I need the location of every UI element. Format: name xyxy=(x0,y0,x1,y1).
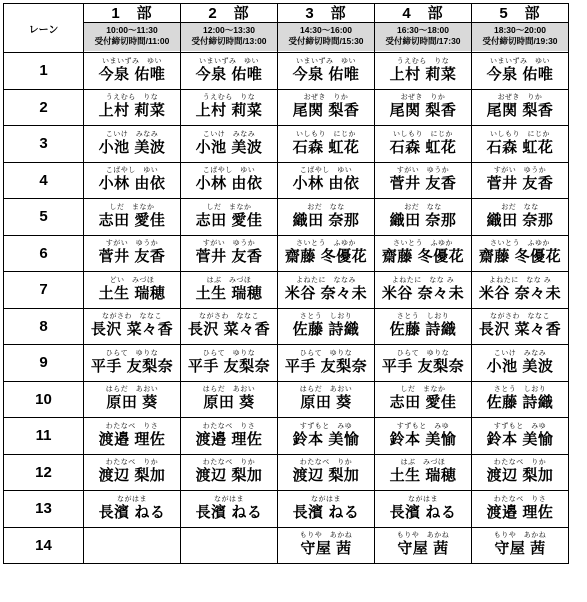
member-name: 齋藤 冬優花 xyxy=(284,248,368,266)
member-name: 原田 葵 xyxy=(106,394,158,412)
member-name: 上村 莉菜 xyxy=(98,102,166,120)
part-header xyxy=(278,4,375,53)
member-ruby: うえむら りな xyxy=(105,94,159,102)
table-row xyxy=(4,126,569,163)
member-name: 渡辺 梨加 xyxy=(195,467,263,485)
member-ruby: よねたに なな み xyxy=(488,276,552,284)
member-ruby: ひらて ゆりな xyxy=(202,349,256,357)
member-name: 今泉 佑唯 xyxy=(98,65,166,83)
member-ruby: よねたに ななみ xyxy=(296,276,356,284)
member-name: 石森 虹花 xyxy=(389,138,457,156)
member-ruby: すずもと みゆ xyxy=(493,422,547,430)
member-ruby: おだ なな xyxy=(307,203,345,211)
member-name: 小池 美波 xyxy=(195,138,263,156)
part-header xyxy=(375,4,472,53)
member-ruby: すがい ゆうか xyxy=(105,240,159,248)
member-cell xyxy=(472,126,569,163)
member-name: 米谷 奈々未 xyxy=(284,284,368,302)
member-ruby: さとう しおり xyxy=(493,386,547,394)
member-cell xyxy=(278,418,375,455)
member-ruby: はらだ あおい xyxy=(299,386,353,394)
member-name: 佐藤 詩織 xyxy=(292,321,360,339)
member-cell xyxy=(472,345,569,382)
member-cell xyxy=(84,272,181,309)
member-name: 長濱 ねる xyxy=(98,503,166,521)
table-row xyxy=(4,235,569,272)
member-cell xyxy=(472,454,569,491)
member-ruby: もりや あかね xyxy=(493,532,547,540)
member-ruby: わたなべ りか xyxy=(493,459,547,467)
member-ruby: いしもり にじか xyxy=(490,130,550,138)
member-cell xyxy=(472,491,569,528)
member-ruby: わたなべ りか xyxy=(105,459,159,467)
part-deadline: 受付締切時間/19:30 xyxy=(482,36,558,46)
member-ruby: ひらて ゆりな xyxy=(396,349,450,357)
member-ruby: さいとう ふゆか xyxy=(490,240,550,248)
member-cell xyxy=(278,126,375,163)
table-row xyxy=(4,527,569,564)
member-cell xyxy=(84,345,181,382)
part-name: 2 部 xyxy=(181,5,277,23)
member-cell xyxy=(375,491,472,528)
table-row xyxy=(4,162,569,199)
member-cell xyxy=(181,454,278,491)
member-name: 長沢 菜々香 xyxy=(187,321,271,339)
part-header xyxy=(181,4,278,53)
member-cell xyxy=(84,235,181,272)
member-name: 佐藤 詩織 xyxy=(389,321,457,339)
member-name: 平手 友梨奈 xyxy=(284,357,368,375)
member-name: 小池 美波 xyxy=(98,138,166,156)
table-row xyxy=(4,53,569,90)
member-ruby: こいけ みなみ xyxy=(202,130,256,138)
member-cell xyxy=(278,89,375,126)
member-name: 今泉 佑唯 xyxy=(195,65,263,83)
member-name: 今泉 佑唯 xyxy=(292,65,360,83)
member-ruby: いまいずみ ゆい xyxy=(102,57,162,65)
member-name: 鈴本 美愉 xyxy=(292,430,360,448)
member-name: 土生 瑞穂 xyxy=(195,284,263,302)
member-ruby: うえむら りな xyxy=(396,57,450,65)
member-name: 織田 奈那 xyxy=(486,211,554,229)
lane-number: 11 xyxy=(4,418,84,455)
member-ruby: さいとう ふゆか xyxy=(296,240,356,248)
member-ruby: すずもと みゆ xyxy=(396,422,450,430)
member-ruby: こいけ みなみ xyxy=(105,130,159,138)
member-ruby: はぶ みづほ xyxy=(400,459,446,467)
member-cell xyxy=(375,126,472,163)
table-row xyxy=(4,381,569,418)
member-name: 佐藤 詩織 xyxy=(486,394,554,412)
member-cell xyxy=(84,126,181,163)
member-ruby: わたなべ りさ xyxy=(202,422,256,430)
member-name: 守屋 茜 xyxy=(300,540,352,558)
part-deadline: 受付締切時間/11:00 xyxy=(94,36,170,46)
member-name: 尾関 梨香 xyxy=(292,102,360,120)
member-ruby: どい みづほ xyxy=(109,276,155,284)
member-cell xyxy=(84,491,181,528)
member-name: 志田 愛佳 xyxy=(195,211,263,229)
member-ruby: こばやし ゆい xyxy=(299,167,353,175)
member-name: 渡邉 理佐 xyxy=(195,430,263,448)
schedule-table xyxy=(3,3,569,564)
member-ruby: おぜき りか xyxy=(497,94,543,102)
member-ruby: しだ まなか xyxy=(109,203,155,211)
member-name: 上村 莉菜 xyxy=(389,65,457,83)
member-cell xyxy=(472,235,569,272)
member-ruby: すがい ゆうか xyxy=(202,240,256,248)
member-cell xyxy=(84,527,181,564)
lane-number: 12 xyxy=(4,454,84,491)
table-row xyxy=(4,418,569,455)
member-cell xyxy=(375,345,472,382)
member-ruby: わたなべ りさ xyxy=(493,495,547,503)
member-ruby: ながさわ ななこ xyxy=(199,313,259,321)
member-name: 石森 虹花 xyxy=(486,138,554,156)
lane-header: レーン xyxy=(4,4,84,53)
member-name: 平手 友梨奈 xyxy=(187,357,271,375)
member-ruby: いしもり にじか xyxy=(393,130,453,138)
member-name: 菅井 友香 xyxy=(389,175,457,193)
member-name: 今泉 佑唯 xyxy=(486,65,554,83)
member-cell xyxy=(84,308,181,345)
member-name: 鈴本 美愉 xyxy=(389,430,457,448)
member-name: 尾関 梨香 xyxy=(389,102,457,120)
lane-number: 7 xyxy=(4,272,84,309)
member-cell xyxy=(375,308,472,345)
member-ruby: もりや あかね xyxy=(396,532,450,540)
member-name: 菅井 友香 xyxy=(195,248,263,266)
member-name: 長濱 ねる xyxy=(292,503,360,521)
member-name: 長沢 菜々香 xyxy=(478,321,562,339)
table-row xyxy=(4,199,569,236)
member-ruby xyxy=(84,541,180,549)
member-ruby: すずもと みゆ xyxy=(299,422,353,430)
part-time: 16:30～18:00 xyxy=(397,25,449,35)
member-ruby: さとう しおり xyxy=(299,313,353,321)
member-cell xyxy=(181,308,278,345)
part-name: 4 部 xyxy=(375,5,471,23)
part-time-block xyxy=(181,23,277,51)
member-cell xyxy=(472,381,569,418)
member-name: 渡邉 理佐 xyxy=(98,430,166,448)
member-cell xyxy=(278,381,375,418)
member-ruby: おだ なな xyxy=(501,203,539,211)
member-ruby: いまいずみ ゆい xyxy=(296,57,356,65)
member-name: 土生 瑞穂 xyxy=(98,284,166,302)
member-cell xyxy=(472,53,569,90)
table-row xyxy=(4,491,569,528)
member-cell xyxy=(472,272,569,309)
member-cell xyxy=(278,235,375,272)
member-name: 志田 愛佳 xyxy=(98,211,166,229)
member-ruby: こいけ みなみ xyxy=(493,349,547,357)
member-cell xyxy=(84,162,181,199)
member-cell xyxy=(472,199,569,236)
table-row xyxy=(4,308,569,345)
member-ruby: しだ まなか xyxy=(400,386,446,394)
member-cell xyxy=(375,89,472,126)
member-name: 小池 美波 xyxy=(486,357,554,375)
member-name: 平手 友梨奈 xyxy=(90,357,174,375)
member-name: 渡邉 理佐 xyxy=(486,503,554,521)
member-ruby: わたなべ りか xyxy=(299,459,353,467)
member-ruby: いまいずみ ゆい xyxy=(199,57,259,65)
member-name: 原田 葵 xyxy=(203,394,255,412)
member-cell xyxy=(472,418,569,455)
lane-number: 3 xyxy=(4,126,84,163)
member-cell xyxy=(278,345,375,382)
lane-number: 9 xyxy=(4,345,84,382)
table-row xyxy=(4,89,569,126)
member-cell xyxy=(181,53,278,90)
member-name: 渡辺 梨加 xyxy=(98,467,166,485)
member-name: 米谷 奈々未 xyxy=(381,284,465,302)
member-cell xyxy=(84,418,181,455)
member-cell xyxy=(278,454,375,491)
member-name: 齋藤 冬優花 xyxy=(381,248,465,266)
member-name: 菅井 友香 xyxy=(486,175,554,193)
member-ruby: はらだ あおい xyxy=(202,386,256,394)
part-time: 18:30～20:00 xyxy=(494,25,546,35)
member-cell xyxy=(278,199,375,236)
member-ruby: おぜき りか xyxy=(400,94,446,102)
member-cell xyxy=(472,308,569,345)
member-cell xyxy=(181,491,278,528)
member-cell xyxy=(375,272,472,309)
part-time-block xyxy=(278,23,374,51)
member-name: 織田 奈那 xyxy=(389,211,457,229)
member-name: 尾関 梨香 xyxy=(486,102,554,120)
member-ruby: ひらて ゆりな xyxy=(299,349,353,357)
member-cell xyxy=(375,53,472,90)
member-cell xyxy=(84,53,181,90)
member-name: 長濱 ねる xyxy=(195,503,263,521)
member-cell xyxy=(375,418,472,455)
table-row xyxy=(4,454,569,491)
member-ruby: すがい ゆうか xyxy=(396,167,450,175)
member-name: 小林 由依 xyxy=(98,175,166,193)
member-ruby: さいとう ふゆか xyxy=(393,240,453,248)
member-cell xyxy=(278,308,375,345)
member-cell xyxy=(375,199,472,236)
lane-number: 8 xyxy=(4,308,84,345)
lane-number: 14 xyxy=(4,527,84,564)
lane-number: 1 xyxy=(4,53,84,90)
member-name: 上村 莉菜 xyxy=(195,102,263,120)
member-name: 守屋 茜 xyxy=(397,540,449,558)
part-time: 10:00～11:30 xyxy=(106,25,158,35)
member-name: 石森 虹花 xyxy=(292,138,360,156)
member-ruby: しだ まなか xyxy=(206,203,252,211)
part-header xyxy=(472,4,569,53)
member-ruby: こばやし ゆい xyxy=(202,167,256,175)
member-cell xyxy=(375,235,472,272)
member-cell xyxy=(375,381,472,418)
member-name: 織田 奈那 xyxy=(292,211,360,229)
member-cell xyxy=(181,381,278,418)
member-cell xyxy=(181,199,278,236)
lane-number: 13 xyxy=(4,491,84,528)
member-cell xyxy=(181,272,278,309)
part-header xyxy=(84,4,181,53)
lane-number: 10 xyxy=(4,381,84,418)
member-cell xyxy=(181,162,278,199)
member-cell xyxy=(181,89,278,126)
part-time: 14:30～16:00 xyxy=(300,25,352,35)
part-name: 3 部 xyxy=(278,5,374,23)
member-cell xyxy=(181,345,278,382)
member-name: 米谷 奈々未 xyxy=(478,284,562,302)
member-ruby: はぶ みづほ xyxy=(206,276,252,284)
member-ruby: よねたに なな み xyxy=(391,276,455,284)
member-name: 渡辺 梨加 xyxy=(486,467,554,485)
table-row xyxy=(4,345,569,382)
member-ruby: ひらて ゆりな xyxy=(105,349,159,357)
schedule-body xyxy=(4,53,569,564)
part-time: 12:00～13:30 xyxy=(203,25,255,35)
member-cell xyxy=(84,199,181,236)
member-name: 志田 愛佳 xyxy=(389,394,457,412)
member-cell xyxy=(472,527,569,564)
member-ruby: こばやし ゆい xyxy=(105,167,159,175)
lane-number: 6 xyxy=(4,235,84,272)
member-ruby: もりや あかね xyxy=(299,532,353,540)
part-name: 1 部 xyxy=(84,5,180,23)
member-cell xyxy=(472,89,569,126)
member-cell xyxy=(181,126,278,163)
member-ruby: いまいずみ ゆい xyxy=(490,57,550,65)
part-name: 5 部 xyxy=(472,5,568,23)
member-name: 鈴本 美愉 xyxy=(486,430,554,448)
member-name: 渡辺 梨加 xyxy=(292,467,360,485)
member-ruby: ながさわ ななこ xyxy=(490,313,550,321)
member-cell xyxy=(181,418,278,455)
member-cell xyxy=(84,381,181,418)
member-name: 菅井 友香 xyxy=(98,248,166,266)
member-ruby: おぜき りか xyxy=(303,94,349,102)
part-deadline: 受付締切時間/17:30 xyxy=(385,36,461,46)
member-ruby: ながはま xyxy=(117,495,147,503)
member-ruby: さとう しおり xyxy=(396,313,450,321)
member-name: 小林 由依 xyxy=(292,175,360,193)
part-time-block xyxy=(375,23,471,51)
part-deadline: 受付締切時間/13:00 xyxy=(191,36,267,46)
member-name: 平手 友梨奈 xyxy=(381,357,465,375)
member-cell xyxy=(278,53,375,90)
part-deadline: 受付締切時間/15:30 xyxy=(288,36,364,46)
member-name: 長沢 菜々香 xyxy=(90,321,174,339)
member-ruby: おだ なな xyxy=(404,203,442,211)
member-cell xyxy=(278,491,375,528)
member-ruby: すがい ゆうか xyxy=(493,167,547,175)
member-cell xyxy=(181,235,278,272)
member-cell xyxy=(472,162,569,199)
member-cell xyxy=(278,272,375,309)
lane-number: 2 xyxy=(4,89,84,126)
member-cell xyxy=(375,162,472,199)
member-cell xyxy=(84,454,181,491)
member-ruby: ながはま xyxy=(408,495,438,503)
part-time-block xyxy=(472,23,568,51)
member-ruby: うえむら りな xyxy=(202,94,256,102)
member-ruby: わたなべ りさ xyxy=(105,422,159,430)
table-row xyxy=(4,272,569,309)
member-name: 小林 由依 xyxy=(195,175,263,193)
member-ruby: わたなべ りか xyxy=(202,459,256,467)
member-ruby xyxy=(181,541,277,549)
member-cell xyxy=(278,162,375,199)
member-ruby: ながさわ ななこ xyxy=(102,313,162,321)
member-name: 土生 瑞穂 xyxy=(389,467,457,485)
part-time-block xyxy=(84,23,180,51)
member-ruby: いしもり にじか xyxy=(296,130,356,138)
member-name: 長濱 ねる xyxy=(389,503,457,521)
member-cell xyxy=(84,89,181,126)
lane-number: 5 xyxy=(4,199,84,236)
lane-number: 4 xyxy=(4,162,84,199)
member-name: 齋藤 冬優花 xyxy=(478,248,562,266)
member-ruby: ながはま xyxy=(311,495,341,503)
member-cell xyxy=(181,527,278,564)
member-name: 原田 葵 xyxy=(300,394,352,412)
member-name: 守屋 茜 xyxy=(494,540,546,558)
member-cell xyxy=(375,454,472,491)
member-cell xyxy=(375,527,472,564)
member-cell xyxy=(278,527,375,564)
member-ruby: ながはま xyxy=(214,495,244,503)
member-ruby: はらだ あおい xyxy=(105,386,159,394)
